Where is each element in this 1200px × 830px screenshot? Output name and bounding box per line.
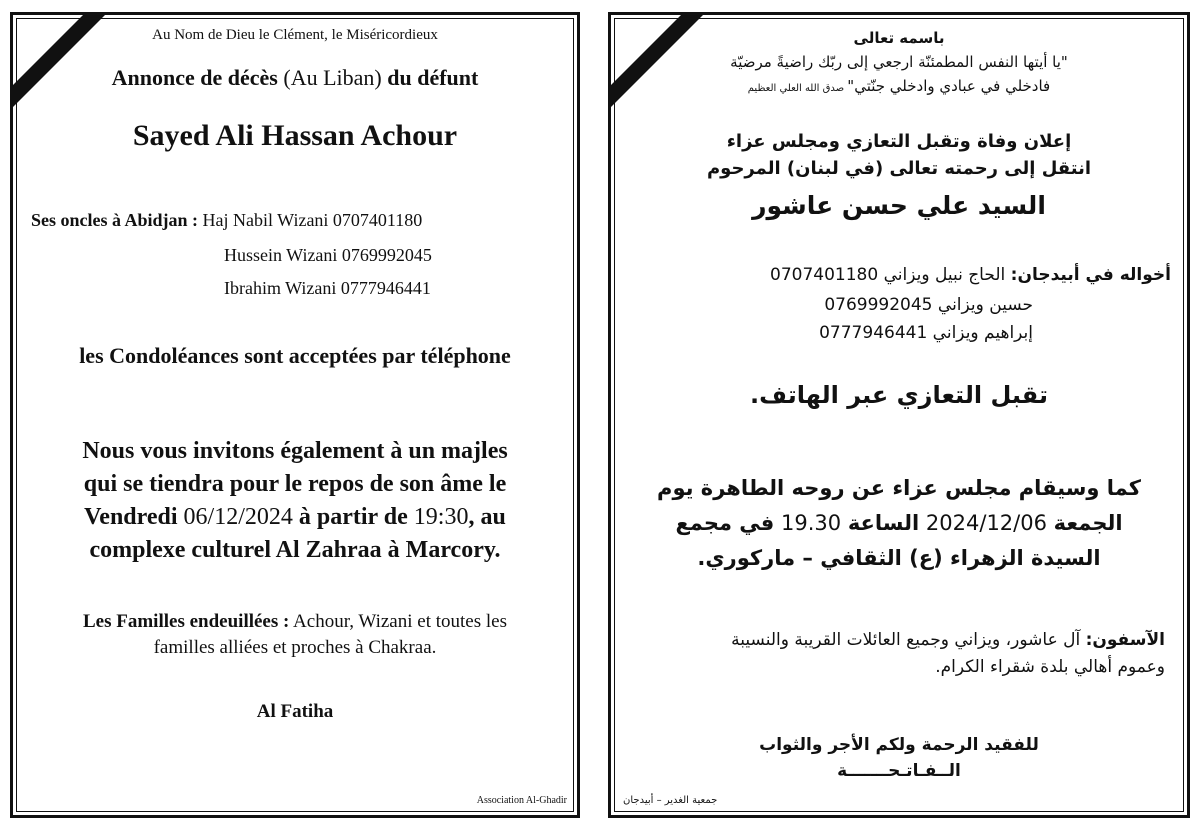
verse-text: فادخلي في عبادي وادخلي جنّتي" [847, 77, 1051, 95]
majles-part: الساعة [847, 511, 920, 535]
condolences-note: تقبل التعازي عبر الهاتف. [750, 381, 1048, 409]
invite-time: 19:30 [407, 504, 469, 530]
majles-day: الجمعة [1053, 511, 1123, 535]
invite-date: 06/12/2024 [177, 504, 299, 530]
invite-line [13, 501, 577, 534]
fatiha: الــفـاتـحـــــــة [837, 761, 961, 781]
deceased-name: Sayed Ali Hassan Achour [132, 119, 458, 152]
families-line [13, 609, 577, 635]
quran-verse-2 [611, 77, 1187, 95]
fatiha: Al Fatiha [256, 701, 334, 722]
majles-announcement [611, 471, 1187, 576]
families-line [731, 627, 1165, 654]
condolences-note: les Condoléances sont acceptées par téléphone [79, 343, 511, 368]
families-line: وعموم أهالي بلدة شقراء الكرام. [935, 657, 1165, 677]
announce-part: du défunt [387, 65, 479, 90]
uncles-label: أخواله في أبيدجان: [1010, 265, 1171, 285]
announce-part: (Au Liban) [277, 65, 388, 90]
verse-attribution: صدق الله العلي العظيم [747, 83, 848, 94]
families-section [13, 609, 577, 661]
invite-line: Nous vous invitons également à un majles [82, 438, 508, 464]
families-section [731, 627, 1165, 681]
announce-heading-1: إعلان وفاة وتقبل التعازي ومجلس عزاء [726, 131, 1072, 152]
families-label: الآسفون: [1085, 630, 1165, 650]
majles-line [611, 506, 1187, 541]
invite-part: , au [468, 504, 506, 530]
uncle-entry: الحاج نبيل ويزاني 0707401180 [770, 265, 1011, 285]
families-line: familles alliées et proches à Chakraa. [153, 637, 437, 658]
basmala: Au Nom de Dieu le Clément, le Miséricordieux [152, 27, 438, 43]
families-label: Les Familles endeuillées : [83, 611, 290, 632]
french-announcement-panel [10, 12, 580, 818]
association-signature: جمعية الغدير – أبيدجان [623, 795, 718, 806]
families-text: آل عاشور، ويزاني وجميع العائلات القريبة والنسيبة [731, 630, 1086, 650]
majles-line: كما وسيقام مجلس عزاء عن روحه الطاهرة يوم [657, 476, 1141, 500]
quran-verse-1: "يا أيتها النفس المطمئنّة ارجعي إلى ربّك راضيةً مرضيّة [730, 53, 1068, 71]
deceased-name: السيد علي حسن عاشور [752, 191, 1046, 220]
invite-day: Vendredi [84, 504, 178, 530]
closing-prayer: للفقيد الرحمة ولكم الأجر والثواب [759, 735, 1039, 755]
uncles-line-1 [31, 210, 422, 231]
uncle-entry: Ibrahim Wizani 0777946441 [224, 278, 431, 298]
majles-invitation [13, 435, 577, 567]
majles-time: 19.30 [774, 511, 848, 535]
majles-part: في مجمع [675, 511, 775, 535]
basmala: باسمه تعالى [853, 29, 945, 47]
majles-date: 2024/12/06 [919, 511, 1054, 535]
uncle-entry: إبراهيم ويزاني 0777946441 [819, 323, 1033, 343]
announce-title [13, 65, 577, 91]
families-text: Achour, Wizani et toutes les [289, 611, 507, 632]
uncle-entry: حسين ويزاني 0769992045 [824, 295, 1033, 315]
invite-line: complexe culturel Al Zahraa à Marcory. [89, 537, 501, 563]
invite-part: à partir de [298, 504, 408, 530]
announce-heading-2: انتقل إلى رحمته تعالى (في لبنان) المرحوم [706, 158, 1092, 179]
uncles-label: Ses oncles à Abidjan : [31, 210, 199, 230]
announce-part: Annonce de décès [111, 65, 278, 90]
arabic-announcement-panel [608, 12, 1190, 818]
majles-line: السيدة الزهراء (ع) الثقافي – ماركوري. [697, 546, 1101, 570]
uncle-entry: Haj Nabil Wizani 0707401180 [202, 210, 423, 230]
association-signature: Association Al-Ghadir [476, 795, 567, 806]
uncles-line-1 [770, 265, 1171, 285]
uncle-entry: Hussein Wizani 0769992045 [224, 245, 432, 265]
invite-line: qui se tiendra pour le repos de son âme le [83, 471, 507, 497]
